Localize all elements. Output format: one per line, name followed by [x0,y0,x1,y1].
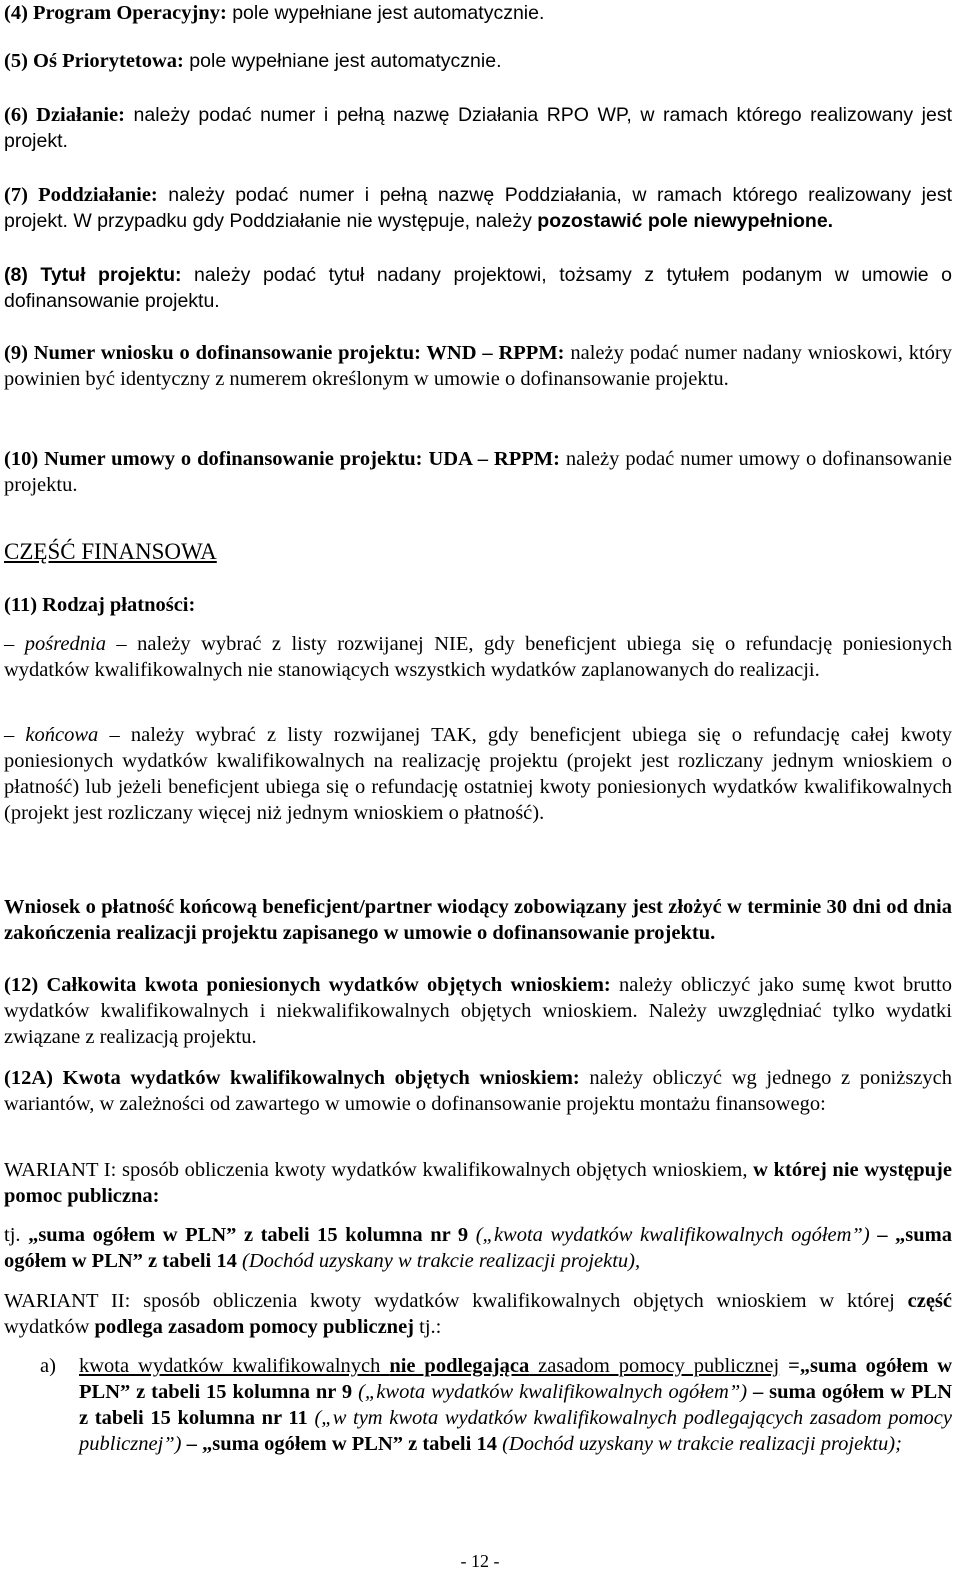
section-7-text: należy podać numer i pełną nazwę Poddziałania, w ramach którego realizowany jest projekt. W przypadku gdy Poddziałanie nie występuje, należy [4,184,952,232]
section-7-emphasis: pozostawić pole niewypełnione. [537,210,834,232]
section-5-text: pole wypełniane jest automatycznie. [183,50,502,72]
page-number: - 12 - [460,1551,500,1571]
variant-2 [4,1288,952,1340]
variant-1 [4,1157,952,1209]
section-10-label: (10) Numer umowy o dofinansowanie projektu: UDA – RPPM: [4,448,560,470]
section-10-text: należy podać numer umowy o dofinansowanie projektu. [4,448,953,496]
section-11-label [4,592,195,618]
section-6 [4,102,952,154]
variant-1-bold: w której nie występuje pomoc publiczna: [4,1159,952,1207]
option-dash: – [4,633,25,655]
section-12a-text: należy obliczyć wg jednego z poniższych wariantów, w zależności od zawartego w umowie o dofinansowanie projektu montażu finansowego: [4,1067,953,1115]
item-a-note-3: (Dochód uzyskany w trakcie realizacji projektu); [496,1433,902,1455]
item-a-note-2: („w tym kwota wydatków kwalifikowalnych podlegających zasadom pomocy publicznej”) [79,1407,953,1455]
variant-1-formula [4,1222,952,1274]
option-term-final: końcowa [25,724,99,746]
section-11-title: (11) Rodzaj płatności: [4,594,196,616]
section-12 [4,972,952,1050]
section-7 [4,182,952,234]
item-a-underline-2: zasadom pomocy publicznej [529,1355,780,1377]
variant-2-text-3: tj.: [414,1316,442,1338]
formula-term-1: „suma ogółem w PLN” z tabeli 15 kolumna nr 9 [28,1224,469,1246]
section-12-label: (12) Całkowita kwota poniesionych wydatków objętych wnioskiem: [4,974,611,996]
section-9-label: (9) Numer wniosku o dofinansowanie projektu: WND – RPPM: [4,342,565,364]
variant-2-bold-1: część [907,1290,952,1312]
payment-option-intermediate [4,631,952,683]
item-a-term-2: – suma ogółem w PLN z tabeli 15 kolumna nr 11 [79,1381,952,1429]
option-term-intermediate: pośrednia [24,633,106,655]
option-text-intermediate: – należy wybrać z listy rozwijanej NIE, gdy beneficjent ubiega się o refundację poniesionych wydatków kwalifikowalnych nie stanowiących wszystkich wydatków zaplanowanych do realizacji. [4,633,953,681]
variant-1-label: WARIANT I: [4,1159,117,1181]
section-9-text: należy podać numer nadany wnioskowi, który powinien być identyczny z numerem określonym w umowie o dofinansowanie projektu. [4,342,952,390]
variant-2-text-2: wydatków [4,1316,95,1338]
variant-2-bold-2: podlega zasadom pomocy publicznej [94,1316,415,1338]
item-a-term-1: =„suma ogółem w PLN” z tabeli 15 kolumna nr 9 [79,1355,953,1403]
section-6-text: należy podać numer i pełną nazwę Działania RPO WP, w ramach którego realizowany jest projekt. [4,104,952,152]
item-a-term-3: – „suma ogółem w PLN” z tabeli 14 [181,1433,497,1455]
section-4-label: (4) Program Operacyjny: [4,2,227,24]
formula-note-2: (Dochód uzyskany w trakcie realizacji projektu), [236,1250,641,1272]
item-a-underline-1: kwota wydatków kwalifikowalnych [79,1355,390,1377]
option-dash: – [4,724,26,746]
item-a-underline-bold: nie podlegająca [389,1355,530,1377]
list-marker-a: a) [40,1355,56,1377]
item-a-note-1: („kwota wydatków kwalifikowalnych ogółem”) [352,1381,748,1403]
formula-note-1: („kwota wydatków kwalifikowalnych ogółem”) [468,1224,870,1246]
section-5 [4,48,502,74]
variant-1-text: sposób obliczenia kwoty wydatków kwalifikowalnych objętych wnioskiem, [116,1159,754,1181]
section-8-text: należy podać tytuł nadany projektowi, tożsamy z tytułem podanym w umowie o dofinansowanie projektu. [4,264,953,312]
section-12a-label: (12A) Kwota wydatków kwalifikowalnych objętych wnioskiem: [4,1067,580,1089]
section-12-text: należy obliczyć jako sumę kwot brutto wydatków kwalifikowalnych i niekwalifikowalnych objętych wnioskiem. Należy uwzględniać tylko wydatki związane z realizacją projektu. [4,974,952,1048]
section-10 [4,446,952,498]
section-7-label: (7) Poddziałanie: [4,184,158,206]
section-4-text: pole wypełniane jest automatycznie. [226,2,545,24]
section-12a [4,1065,952,1117]
variant-2-label: WARIANT II: [4,1290,131,1312]
option-text-final: – należy wybrać z listy rozwijanej TAK, gdy beneficjent ubiega się o refundację całej kwoty poniesionych wydatków kwalifikowalnych na realizację projektu (projekt jest rozliczany jednym wnioskiem o płatność) lub jeżeli beneficjent ubiega się o refundację ostatniej kwoty poniesionych wydatków kwalifikowalnych (projekt jest rozliczany więcej niż jednym wnioskiem o płatność). [4,724,952,824]
section-heading: CZĘŚĆ FINANSOWA [4,539,217,564]
section-8-label: (8) Tytuł projektu: [4,264,182,286]
section-4 [4,0,544,26]
section-6-label: (6) Działanie: [4,104,125,126]
formula-prefix: tj. [4,1224,29,1246]
list-item-a [4,1353,952,1457]
variant-2-text: sposób obliczenia kwoty wydatków kwalifikowalnych objętych wnioskiem w której [130,1290,908,1312]
final-payment-notice: Wniosek o płatność końcową beneficjent/partner wiodący zobowiązany jest złożyć w terminie 30 dni od dnia zakończenia realizacji projektu zapisanego w umowie o dofinansowanie projektu. [4,896,952,944]
section-9 [4,340,952,392]
payment-option-final [4,722,952,826]
section-5-label: (5) Oś Priorytetowa: [4,50,184,72]
section-8 [4,262,952,314]
formula-term-2: – „suma ogółem w PLN” z tabeli 14 [4,1224,952,1272]
